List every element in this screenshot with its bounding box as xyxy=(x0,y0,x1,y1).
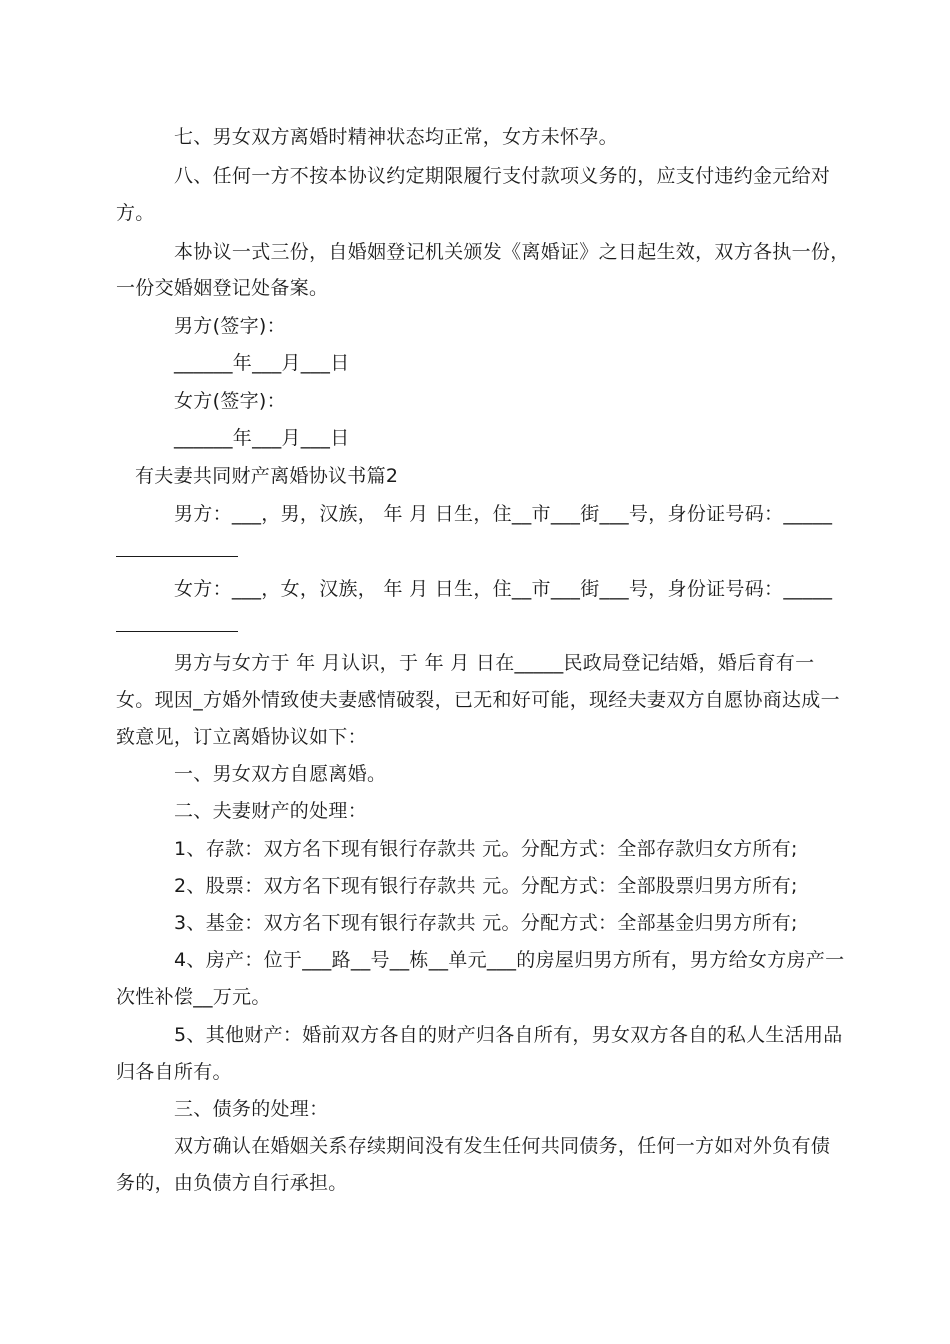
clause-8: 八、任何一方不按本协议约定期限履行支付款项义务的，应支付违约金元给对 xyxy=(174,165,831,187)
section-title: 有夫妻共同财产离婚协议书篇2 xyxy=(135,465,399,487)
clause-7: 七、男女双方离婚时精神状态均正常，女方未怀孕。 xyxy=(174,126,618,148)
debt-paragraph: 双方确认在婚姻关系存续期间没有发生任何共同债务，任何一方如对外负有债 xyxy=(174,1135,831,1157)
female-signature-label: 女方(签字)： xyxy=(174,390,286,412)
male-id-underline xyxy=(116,556,238,557)
background-paragraph-cont-2: 致意见，订立离婚协议如下： xyxy=(116,726,367,748)
property-other-cont: 归各自所有。 xyxy=(116,1061,232,1083)
validity-paragraph-cont: 一份交婚姻登记处备案。 xyxy=(116,277,329,299)
validity-paragraph: 本协议一式三份，自婚姻登记机关颁发《离婚证》之日起生效，双方各执一份， xyxy=(174,241,850,263)
agreement-item-3: 三、债务的处理： xyxy=(174,1098,329,1120)
background-paragraph-cont-1: 女。现因_方婚外情致使夫妻感情破裂，已无和好可能，现经夫妻双方自愿协商达成一 xyxy=(116,689,840,711)
property-house-cont: 次性补偿__万元。 xyxy=(116,986,271,1008)
property-deposit: 1、存款：双方名下现有银行存款共 元。分配方式：全部存款归女方所有; xyxy=(174,838,798,860)
female-id-underline xyxy=(116,631,238,632)
property-other: 5、其他财产：婚前双方各自的财产归各自所有，男女双方各自的私人生活用品 xyxy=(174,1024,843,1046)
female-signature-date: ______年___月___日 xyxy=(174,427,350,449)
agreement-item-2: 二、夫妻财产的处理： xyxy=(174,800,368,822)
debt-paragraph-cont: 务的，由负债方自行承担。 xyxy=(116,1172,348,1194)
male-party-info: 男方：___，男，汉族， 年 月 日生，住__市___街___号，身份证号码：_____ xyxy=(174,503,833,525)
property-house: 4、房产：位于___路__号__栋__单元___的房屋归男方所有，男方给女方房产一 xyxy=(174,949,845,971)
background-paragraph: 男方与女方于 年 月认识，于 年 月 日在_____民政局登记结婚，婚后育有一 xyxy=(174,652,815,674)
property-funds: 3、基金：双方名下现有银行存款共 元。分配方式：全部基金归男方所有; xyxy=(174,912,798,934)
male-signature-label: 男方(签字)： xyxy=(174,315,286,337)
male-signature-date: ______年___月___日 xyxy=(174,352,350,374)
property-stocks: 2、股票：双方名下现有银行存款共 元。分配方式：全部股票归男方所有; xyxy=(174,875,798,897)
clause-8-cont: 方。 xyxy=(116,202,155,224)
female-party-info: 女方：___，女，汉族， 年 月 日生，住__市___街___号，身份证号码：_____ xyxy=(174,578,833,600)
agreement-item-1: 一、男女双方自愿离婚。 xyxy=(174,763,387,785)
